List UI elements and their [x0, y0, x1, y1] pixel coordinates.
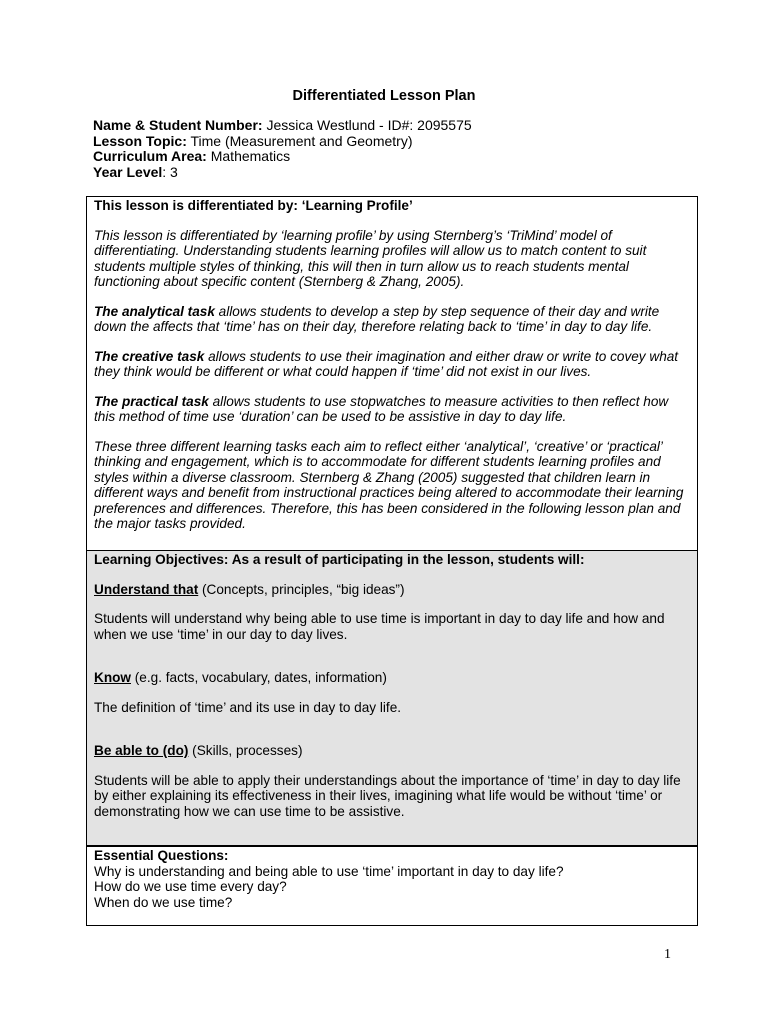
year-label: Year Level	[93, 163, 163, 180]
practical-text: allows students to use stopwatches to measure activities to then reflect how this method of time use ‘duration’ can be used to be assistive in day to day life.	[94, 393, 669, 424]
understand-hint: (Concepts, principles, “big ideas”)	[198, 581, 405, 597]
analytical-text: allows students to develop a step by step sequence of their day and write down the affects that ‘time’ has on their day, therefore relating back to ‘time’ in day to day life.	[94, 303, 660, 334]
know-label: Know	[94, 670, 131, 685]
do-hint: (Skills, processes)	[188, 743, 303, 758]
creative-label: The creative task	[94, 348, 205, 364]
topic-row	[93, 134, 693, 150]
analytical-task	[94, 304, 690, 335]
creative-text: allows students to use their imagination and either draw or write to covey what they think would be different or what could happen if ‘time’ did not exist in our lives.	[94, 348, 679, 379]
area-value: Mathematics	[206, 148, 291, 164]
do-heading	[94, 743, 690, 759]
understand-heading	[94, 582, 690, 598]
document-title: Differentiated Lesson Plan	[292, 88, 476, 104]
understand-text: Students will understand why being able to use time is important in day to day life and how and when we use ‘time’ in our day to day lives.	[94, 611, 665, 642]
know-hint: (e.g. facts, vocabulary, dates, information)	[131, 670, 387, 685]
objectives-heading: Learning Objectives: As a result of participating in the lesson, students will:	[94, 552, 585, 567]
page-number: 1	[664, 947, 671, 962]
essential-question-3: When do we use time?	[94, 894, 233, 910]
practical-label: The practical task	[94, 393, 209, 409]
essential-question-1: Why is understanding and being able to use ‘time’ important in day to day life?	[94, 863, 564, 879]
essential-questions-section	[86, 846, 698, 926]
know-heading	[94, 670, 690, 686]
differentiation-section	[86, 196, 698, 551]
name-value: Jessica Westlund - ID#: 2095575	[262, 117, 472, 133]
differentiation-heading: This lesson is differentiated by: ‘Learning Profile’	[94, 198, 413, 213]
area-row	[93, 149, 693, 165]
essential-heading: Essential Questions:	[94, 848, 229, 863]
understand-label: Understand that	[94, 581, 199, 597]
know-text: The definition of ‘time’ and its use in day to day life.	[94, 699, 402, 715]
objectives-section	[86, 550, 698, 846]
creative-task	[94, 349, 690, 380]
lesson-meta	[93, 118, 693, 180]
area-label: Curriculum Area:	[93, 148, 207, 164]
topic-value: Time (Measurement and Geometry)	[186, 132, 413, 149]
practical-task	[94, 394, 690, 425]
topic-label: Lesson Topic:	[93, 132, 187, 149]
name-label: Name & Student Number:	[93, 117, 263, 133]
differentiation-closing: These three different learning tasks each aim to reflect either ‘analytical’, ‘creative’ or ‘practical’ thinking and engagement, which is to accommodate for different students learning profiles and styles within a diverse classroom. Sternberg & Zhang (2005) suggested that children learn in different ways and benefit from instructional practices being altered to accommodate their learning preferences and differences. Therefore, this has been considered in the following lesson plan and the major tasks provided.	[94, 438, 684, 531]
year-value: : 3	[162, 163, 178, 180]
do-label: Be able to (do)	[94, 743, 189, 758]
differentiation-intro: This lesson is differentiated by ‘learning profile’ by using Sternberg’s ‘TriMind’ model of differentiating. Understanding students learning profiles will allow us to match content to suit students multiple styles of thinking, this will then in turn allow us to reach students mental functioning about specific content (Sternberg & Zhang, 2005).	[94, 227, 647, 289]
name-row	[93, 118, 693, 134]
essential-question-2: How do we use time every day?	[94, 879, 287, 894]
do-text: Students will be able to apply their understandings about the importance of ‘time’ in day to day life by either explaining its effectiveness in their lives, imagining what life would be without ‘time’ or demonstrating how we can use time to be assistive.	[94, 772, 681, 819]
analytical-label: The analytical task	[94, 303, 215, 319]
year-row	[93, 165, 693, 181]
